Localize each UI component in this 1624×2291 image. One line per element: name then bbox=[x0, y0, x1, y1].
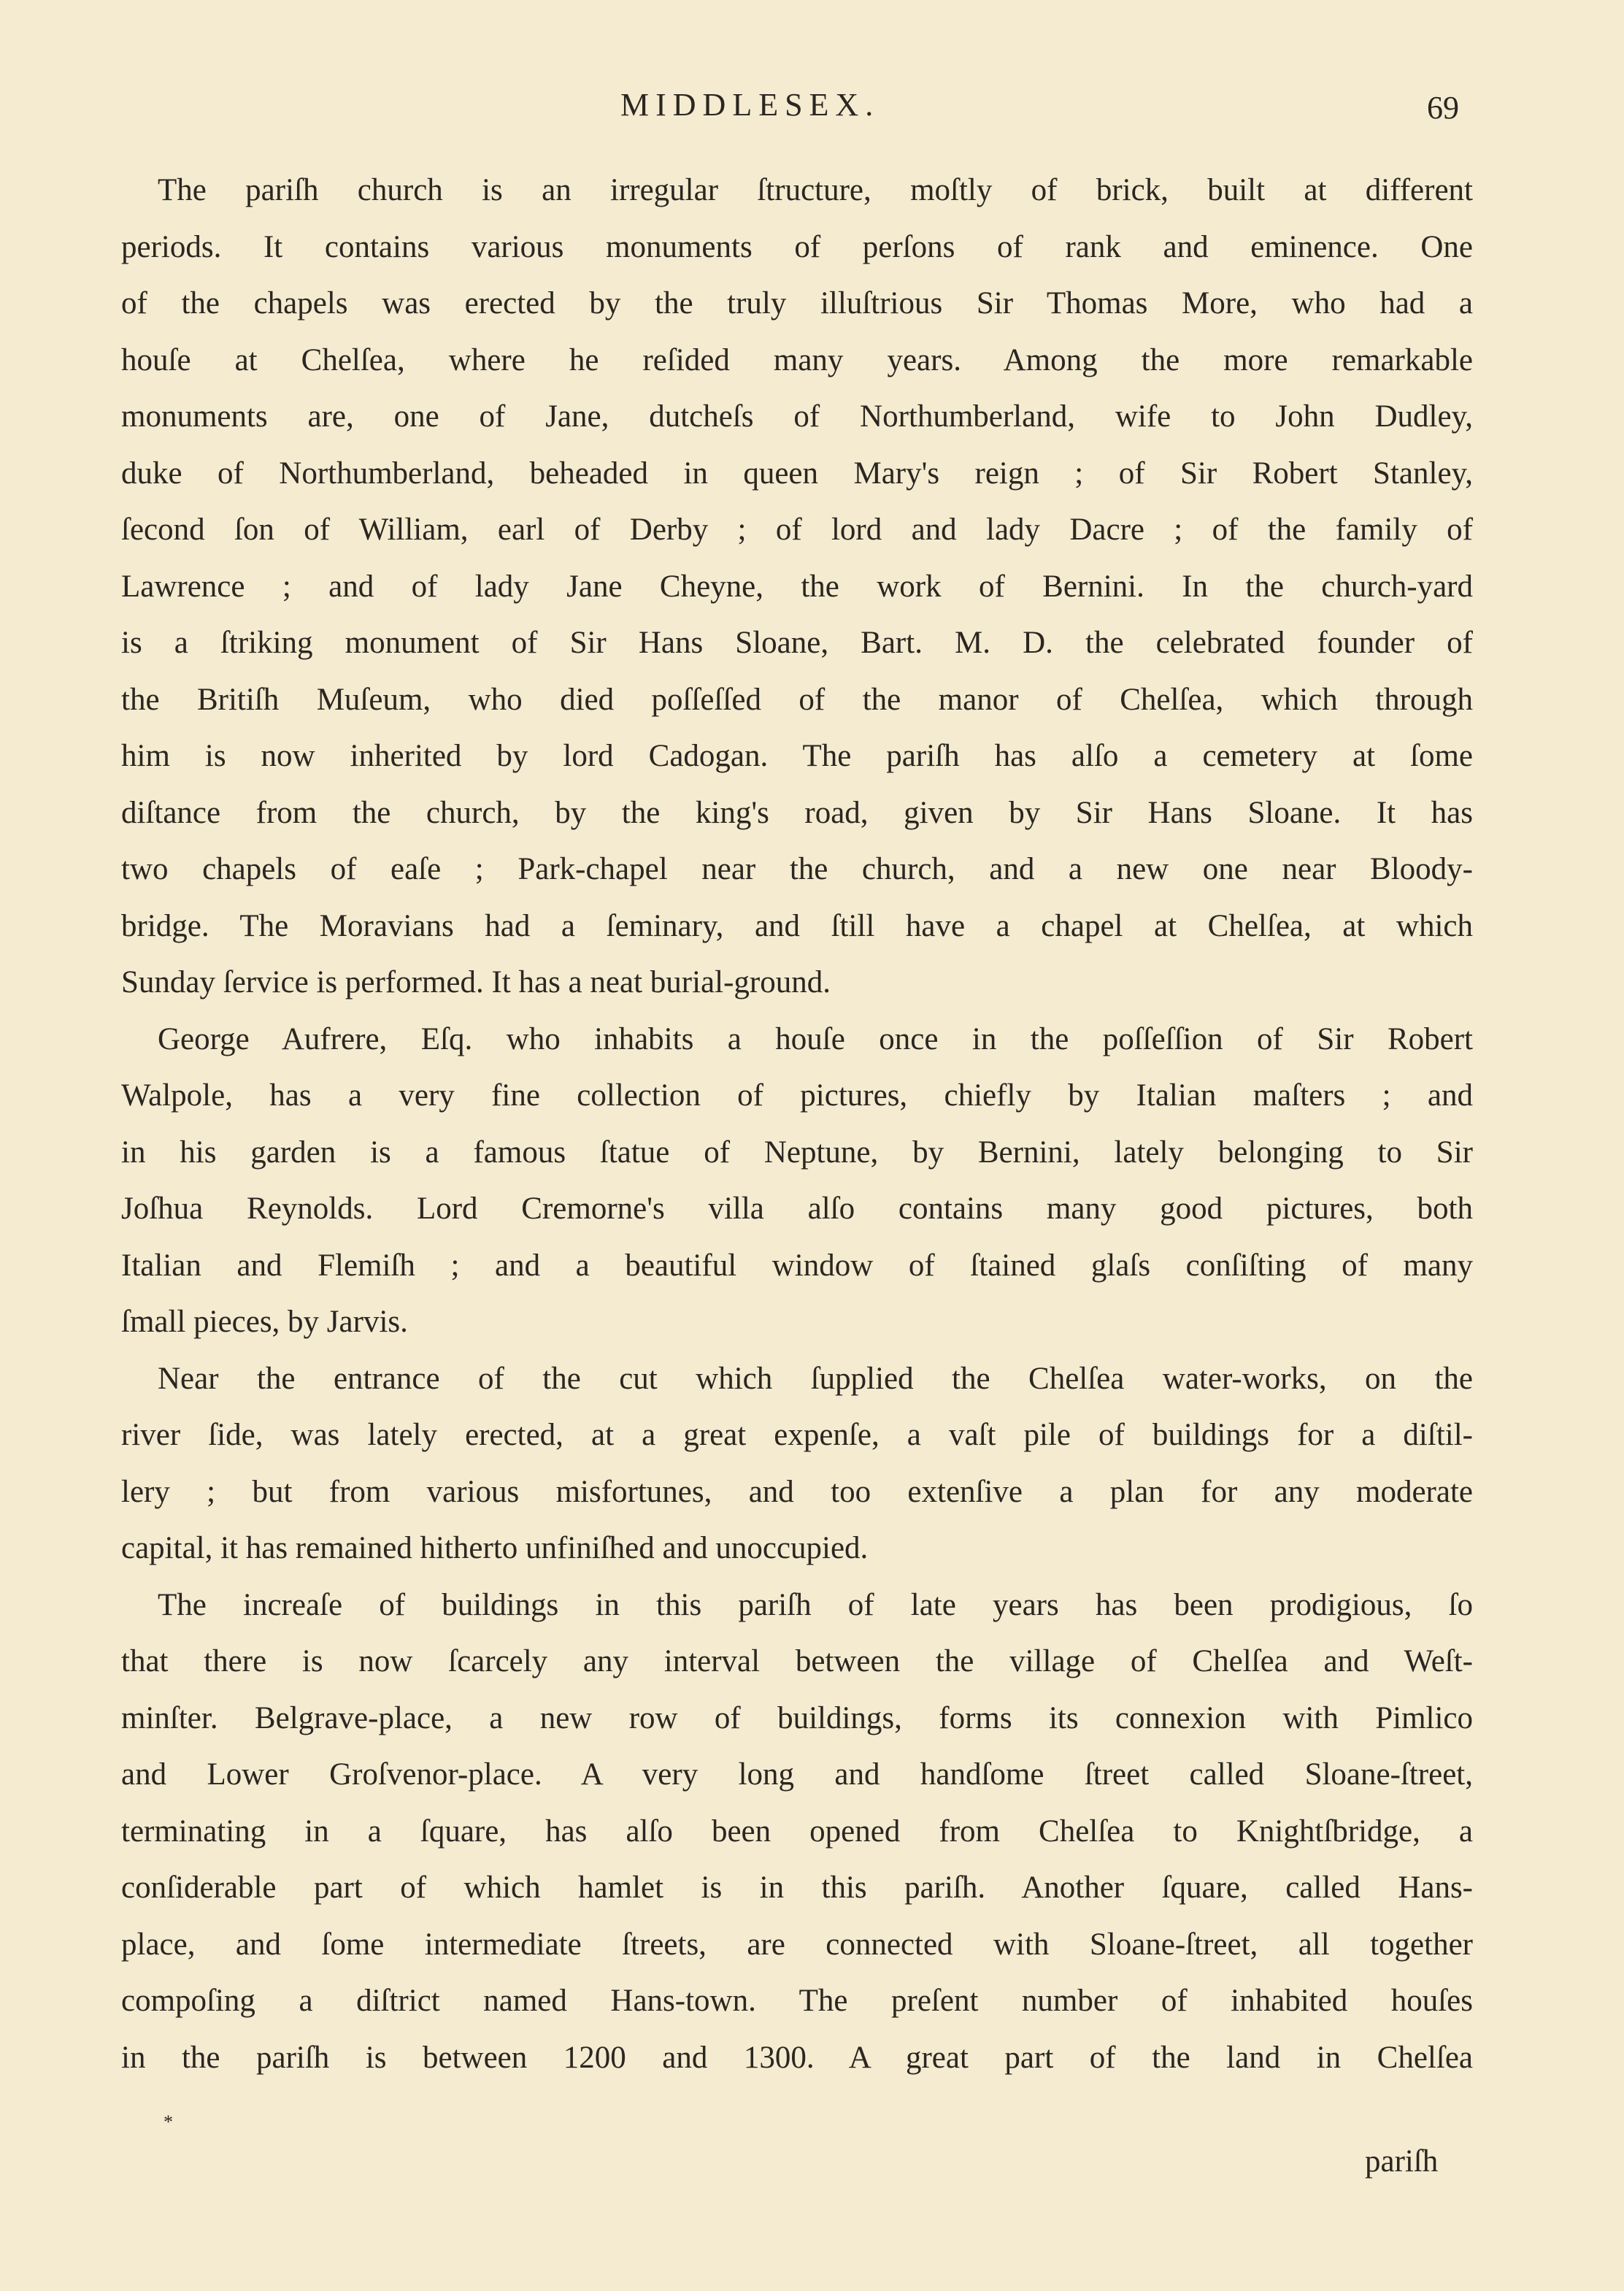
text-line: of the chapels was erected by the truly illuſtrious Sir Thomas More, who had a bbox=[121, 286, 1473, 321]
text-line: Sunday ſervice is performed. It has a neat burial-ground. bbox=[121, 965, 831, 999]
text-line: compoſing a diſtrict named Hans-town. The preſent number of inhabited houſes bbox=[121, 1984, 1473, 2018]
text-line: Walpole, has a very fine collection of pictures, chiefly by Italian maſters ; and bbox=[121, 1078, 1473, 1113]
text-line: two chapels of eaſe ; Park-chapel near the church, and a new one near Bloody- bbox=[121, 852, 1473, 886]
text-line: place, and ſome intermediate ſtreets, are connected with Sloane-ſtreet, all together bbox=[121, 1927, 1473, 1962]
text-line: minſter. Belgrave-place, a new row of buildings, forms its connexion with Pimlico bbox=[121, 1700, 1473, 1735]
text-line: The increaſe of buildings in this pariſh of late years has been prodigious, ſo bbox=[158, 1587, 1473, 1622]
text-line: is a ſtriking monument of Sir Hans Sloane, Bart. M. D. the celebrated founder of bbox=[121, 626, 1473, 660]
text-line: in his garden is a famous ſtatue of Neptune, by Bernini, lately belonging to Sir bbox=[121, 1135, 1473, 1170]
text-line: that there is now ſcarcely any interval between the village of Chelſea and Weſt- bbox=[121, 1644, 1473, 1678]
text-line: diſtance from the church, by the king's road, given by Sir Hans Sloane. It has bbox=[121, 795, 1473, 830]
text-line: ſecond ſon of William, earl of Derby ; of lord and lady Dacre ; of the family of bbox=[121, 513, 1473, 547]
text-line: bridge. The Moravians had a ſeminary, and ſtill have a chapel at Chelſea, at which bbox=[121, 908, 1473, 943]
text-line: Italian and Flemiſh ; and a beautiful window of ſtained glaſs conſiſting of many bbox=[121, 1248, 1473, 1283]
text-line: Joſhua Reynolds. Lord Cremorne's villa alſo contains many good pictures, both bbox=[121, 1191, 1473, 1226]
text-line: terminating in a ſquare, has alſo been opened from Chelſea to Knightſbridge, a bbox=[121, 1814, 1473, 1849]
signature-mark: * bbox=[163, 2111, 173, 2133]
text-line: ſmall pieces, by Jarvis. bbox=[121, 1305, 408, 1339]
page-number: 69 bbox=[1427, 90, 1459, 126]
text-line: Near the entrance of the cut which ſupplied the Chelſea water-works, on the bbox=[158, 1361, 1473, 1396]
body-text bbox=[121, 162, 1473, 2086]
text-line: duke of Northumberland, beheaded in queen Mary's reign ; of Sir Robert Stanley, bbox=[121, 456, 1473, 491]
text-line: conſiderable part of which hamlet is in this pariſh. Another ſquare, called Hans- bbox=[121, 1870, 1473, 1905]
text-line: George Aufrere, Eſq. who inhabits a houſe once in the poſſeſſion of Sir Robert bbox=[158, 1021, 1473, 1056]
catchword: pariſh bbox=[1365, 2144, 1439, 2179]
text-line: river ſide, was lately erected, at a great expenſe, a vaſt pile of buildings for a diſtil- bbox=[121, 1418, 1473, 1452]
text-line: periods. It contains various monuments of perſons of rank and eminence. One bbox=[121, 229, 1473, 264]
text-line: capital, it has remained hitherto unfiniſhed and unoccupied. bbox=[121, 1531, 869, 1565]
text-line: monuments are, one of Jane, dutcheſs of Northumberland, wife to John Dudley, bbox=[121, 399, 1473, 434]
text-line: lery ; but from various misfortunes, and too extenſive a plan for any moderate bbox=[121, 1474, 1473, 1509]
text-line: and Lower Groſvenor-place. A very long and handſome ſtreet called Sloane-ſtreet, bbox=[121, 1757, 1473, 1792]
text-line: in the pariſh is between 1200 and 1300. A great part of the land in Chelſea bbox=[121, 2040, 1473, 2075]
text-line: the Britiſh Muſeum, who died poſſeſſed of the manor of Chelſea, which through bbox=[121, 682, 1473, 717]
running-head bbox=[0, 86, 1624, 130]
running-title: MIDDLESEX. bbox=[620, 87, 880, 123]
text-line: Lawrence ; and of lady Jane Cheyne, the work of Bernini. In the church-yard bbox=[121, 569, 1473, 604]
text-line: him is now inherited by lord Cadogan. The pariſh has alſo a cemetery at ſome bbox=[121, 739, 1473, 773]
text-line: houſe at Chelſea, where he reſided many years. Among the more remarkable bbox=[121, 342, 1473, 377]
text-line: The pariſh church is an irregular ſtructure, moſtly of brick, built at different bbox=[158, 173, 1473, 207]
